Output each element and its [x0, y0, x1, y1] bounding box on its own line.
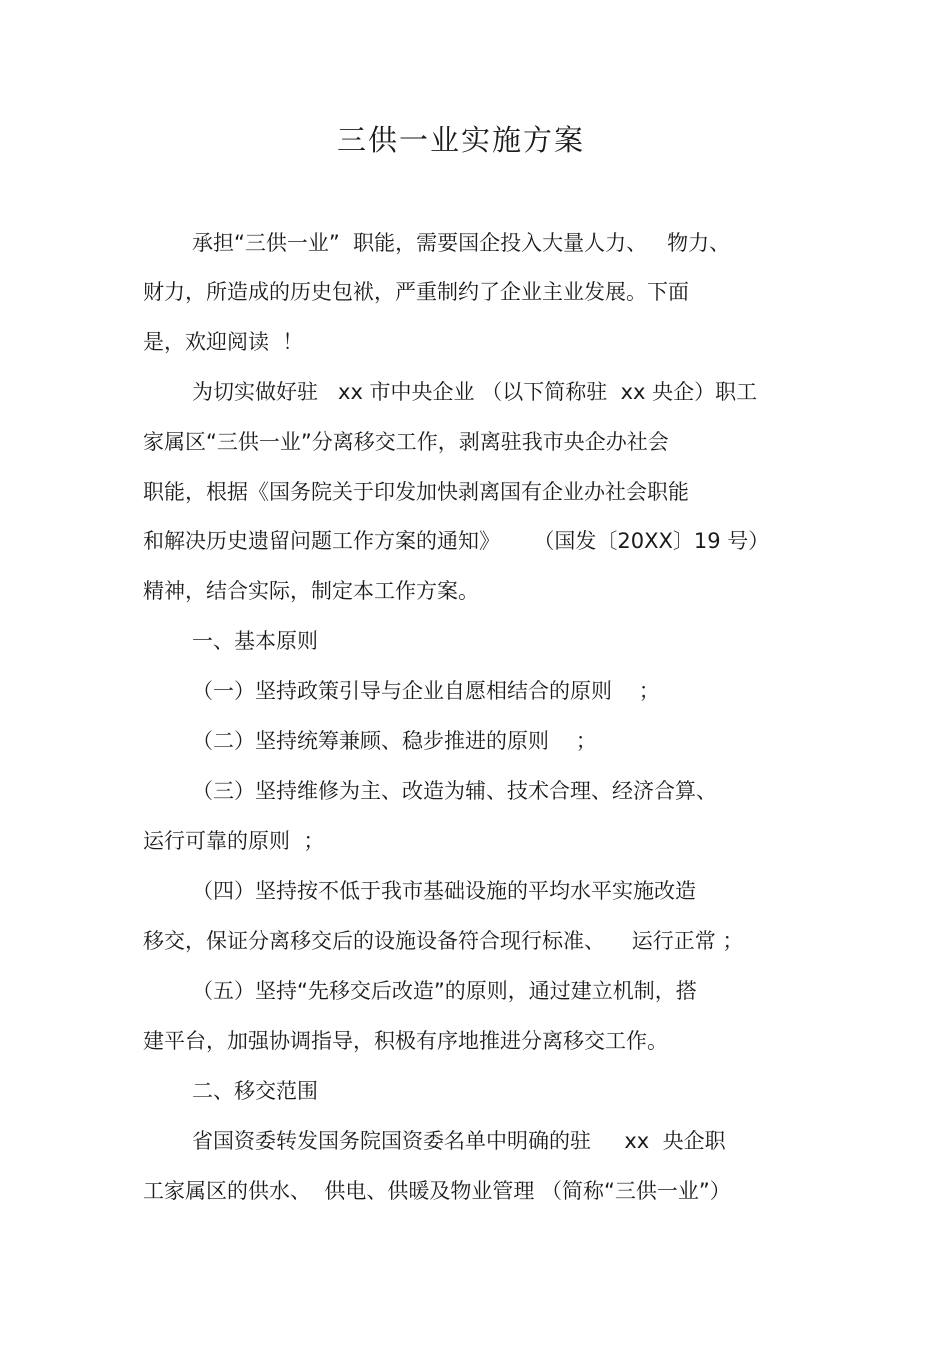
section-heading: 一、基本原则	[192, 629, 318, 653]
paragraph-line: 职能，根据《国务院关于印发加快剥离国有企业办社会职能	[143, 480, 689, 504]
principle-item: 建平台，加强协调指导，积极有序地推进分离移交工作。	[143, 1029, 668, 1053]
principle-item: 移交，保证分离移交后的设施设备符合现行标准、 运行正常 ；	[143, 929, 744, 953]
paragraph-line: 财力，所造成的历史包袱，严重制约了企业主业发展。下面	[143, 280, 689, 304]
section-heading: 二、移交范围	[192, 1079, 318, 1103]
document-title: 三供一业实施方案	[336, 123, 585, 157]
principle-item: （四）坚持按不低于我市基础设施的平均水平实施改造	[192, 879, 696, 903]
paragraph-line: 工家属区的供水、 供电、供暖及物业管理 （简称“三供一业”）	[143, 1179, 731, 1203]
paragraph-line: 和解决历史遗留问题工作方案的通知》 （国发〔20XX〕19 号）	[143, 529, 770, 553]
paragraph-line: 为切实做好驻 xx 市中央企业 （以下简称驻 xx 央企）职工	[192, 380, 758, 404]
principle-item: （三）坚持维修为主、改造为辅、技术合理、经济合算、	[192, 779, 717, 803]
principle-item: 运行可靠的原则 ；	[143, 829, 325, 853]
paragraph-line: 省国资委转发国务院国资委名单中明确的驻 xx 央企职	[192, 1129, 726, 1153]
paragraph-line: 承担“三供一业” 职能，需要国企投入大量人力、 物力、	[192, 231, 731, 255]
principle-item: （二）坚持统筹兼顾、稳步推进的原则 ；	[192, 729, 597, 753]
paragraph-line: 是，欢迎阅读 ！	[143, 330, 304, 354]
paragraph-line: 精神，结合实际，制定本工作方案。	[143, 579, 479, 603]
principle-item: （一）坚持政策引导与企业自愿相结合的原则 ；	[192, 679, 660, 703]
paragraph-line: 家属区“三供一业”分离移交工作，剥离驻我市央企办社会	[143, 430, 669, 454]
principle-item: （五）坚持“先移交后改造”的原则，通过建立机制，搭	[192, 979, 697, 1003]
